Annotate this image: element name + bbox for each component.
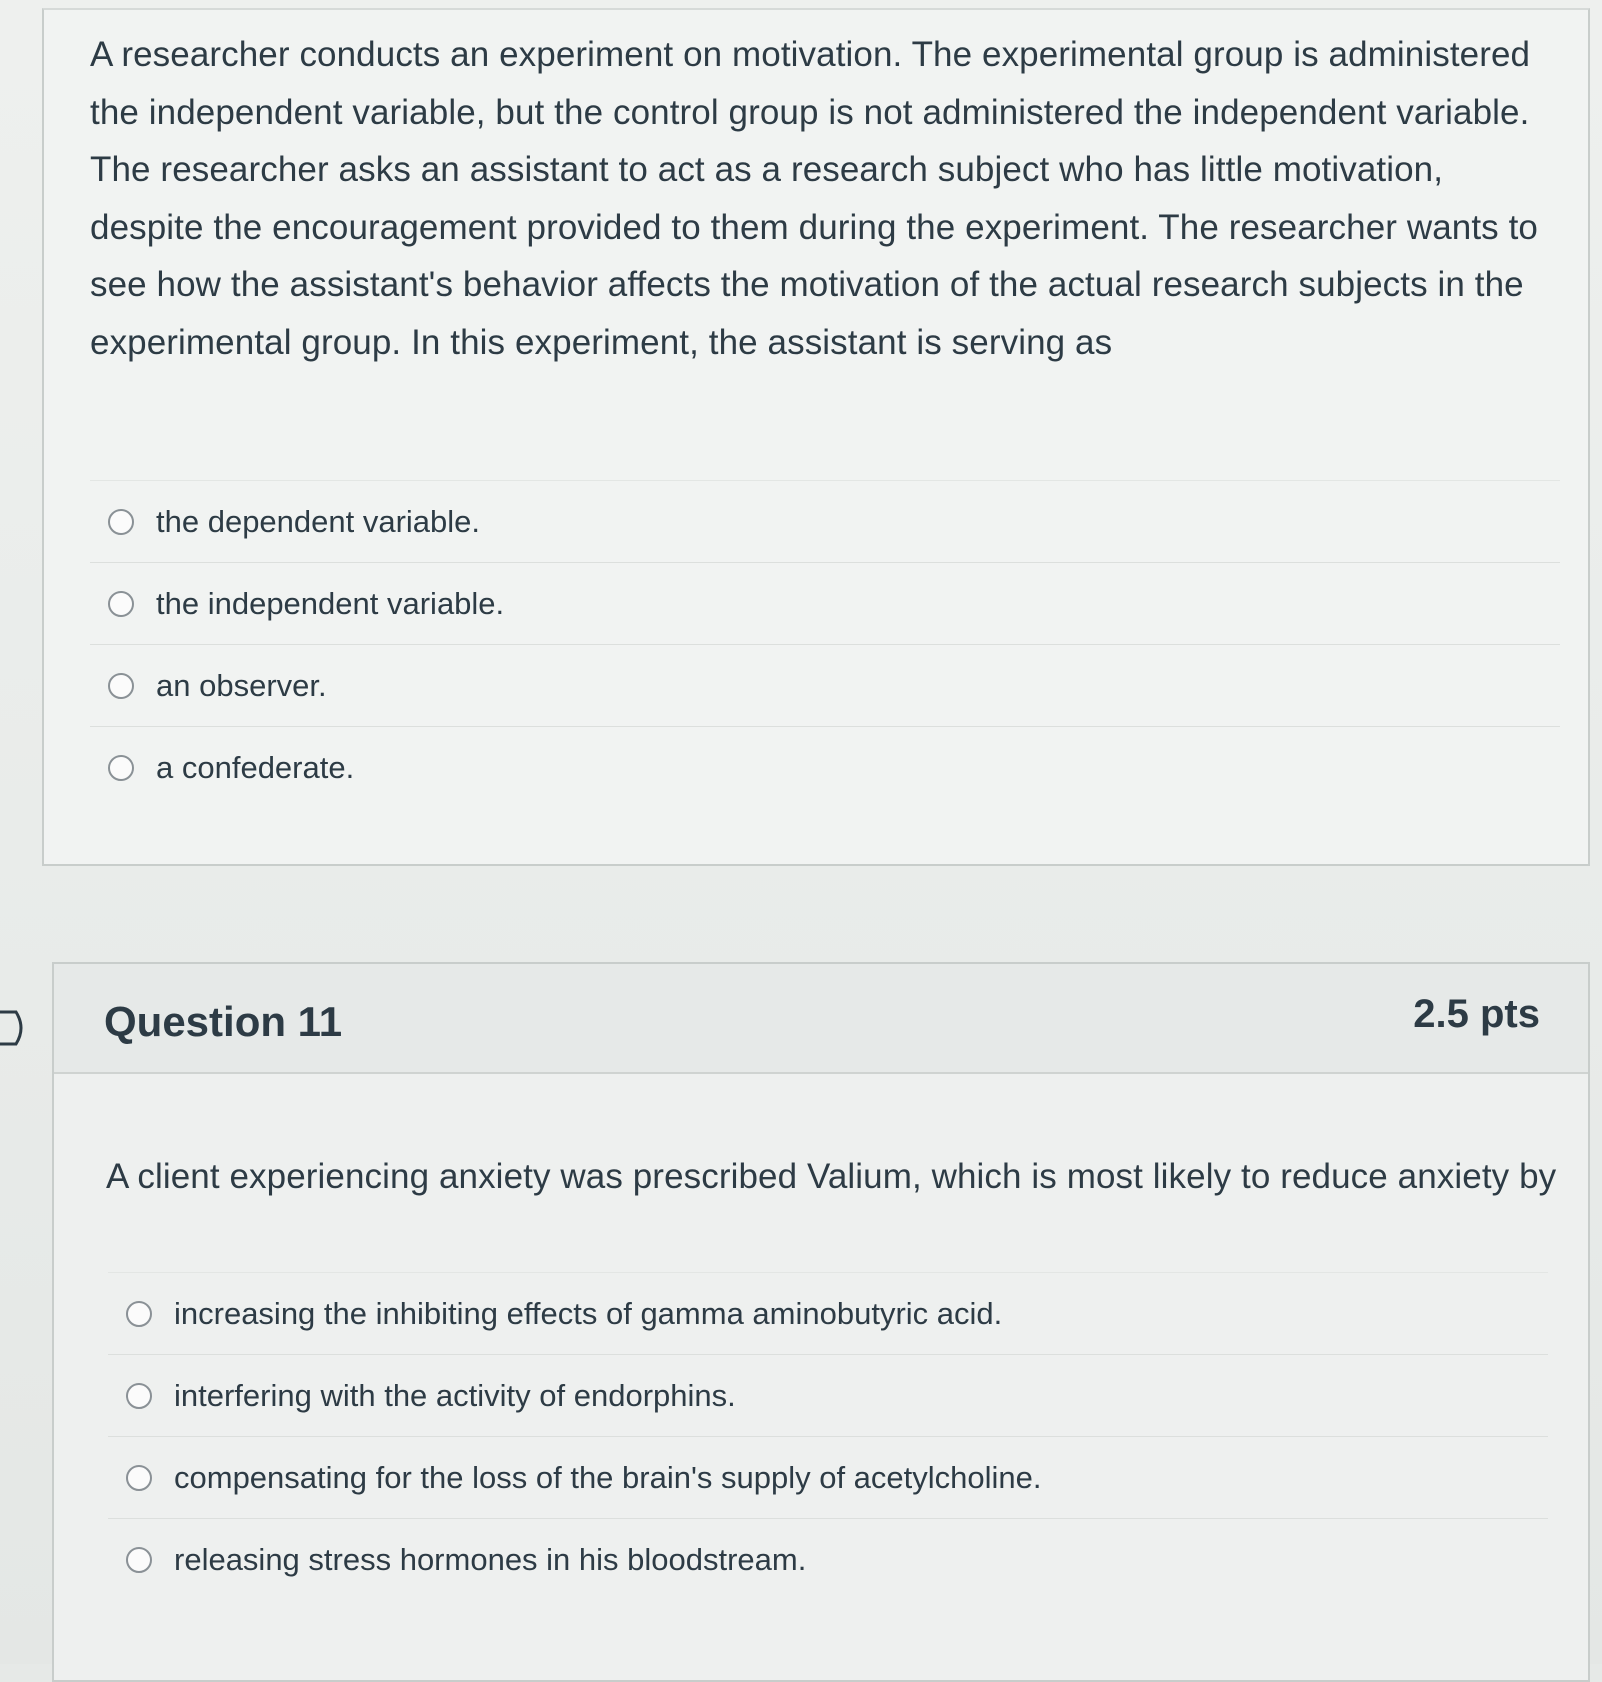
- question-11-text: A client experiencing anxiety was prescribed Valium, which is most likely to reduce anxiety by: [106, 1157, 1557, 1196]
- answer-label: a confederate.: [156, 749, 355, 785]
- question-11-card: [52, 962, 1590, 1682]
- radio-button[interactable]: [108, 755, 134, 781]
- radio-button[interactable]: [126, 1301, 152, 1327]
- answer-option[interactable]: [90, 480, 1560, 562]
- answer-option[interactable]: [108, 1354, 1548, 1436]
- answer-option[interactable]: [108, 1272, 1548, 1354]
- radio-button[interactable]: [126, 1465, 152, 1491]
- question-10-answers: [90, 480, 1560, 808]
- question-title: Question 11: [104, 998, 343, 1045]
- question-points: 2.5 pts: [1413, 992, 1540, 1036]
- answer-option[interactable]: [108, 1436, 1548, 1518]
- answer-label: the independent variable.: [156, 585, 505, 621]
- answer-label: compensating for the loss of the brain's supply of acetylcholine.: [174, 1459, 1042, 1495]
- answer-option[interactable]: [108, 1518, 1548, 1600]
- answer-label: increasing the inhibiting effects of gamma aminobutyric acid.: [174, 1295, 1003, 1331]
- answer-option[interactable]: [90, 644, 1560, 726]
- question-10-card: [42, 8, 1590, 866]
- answer-label: the dependent variable.: [156, 503, 481, 539]
- answer-label: an observer.: [156, 667, 327, 703]
- answer-label: releasing stress hormones in his bloodstream.: [174, 1541, 807, 1577]
- radio-button[interactable]: [126, 1383, 152, 1409]
- question-11-answers: [108, 1272, 1548, 1600]
- flag-icon[interactable]: [0, 1008, 28, 1048]
- radio-button[interactable]: [108, 673, 134, 699]
- radio-button[interactable]: [108, 591, 134, 617]
- question-11-header: [54, 964, 1588, 1074]
- radio-button[interactable]: [126, 1547, 152, 1573]
- question-10-text: A researcher conducts an experiment on motivation. The experimental group is administered the independent variable, but the control group is not administered the independent variable. The researcher asks an assistant to act as a research subject who has little motivation, despite the encouragement provided to them during the experiment. The researcher wants to see how the assistant's behavior affects the motivation of the actual research subjects in the experimental group. In this experiment, the assistant is serving as: [90, 35, 1538, 362]
- answer-label: interfering with the activity of endorphins.: [174, 1377, 736, 1413]
- answer-option[interactable]: [90, 726, 1560, 808]
- radio-button[interactable]: [108, 509, 134, 535]
- answer-option[interactable]: [90, 562, 1560, 644]
